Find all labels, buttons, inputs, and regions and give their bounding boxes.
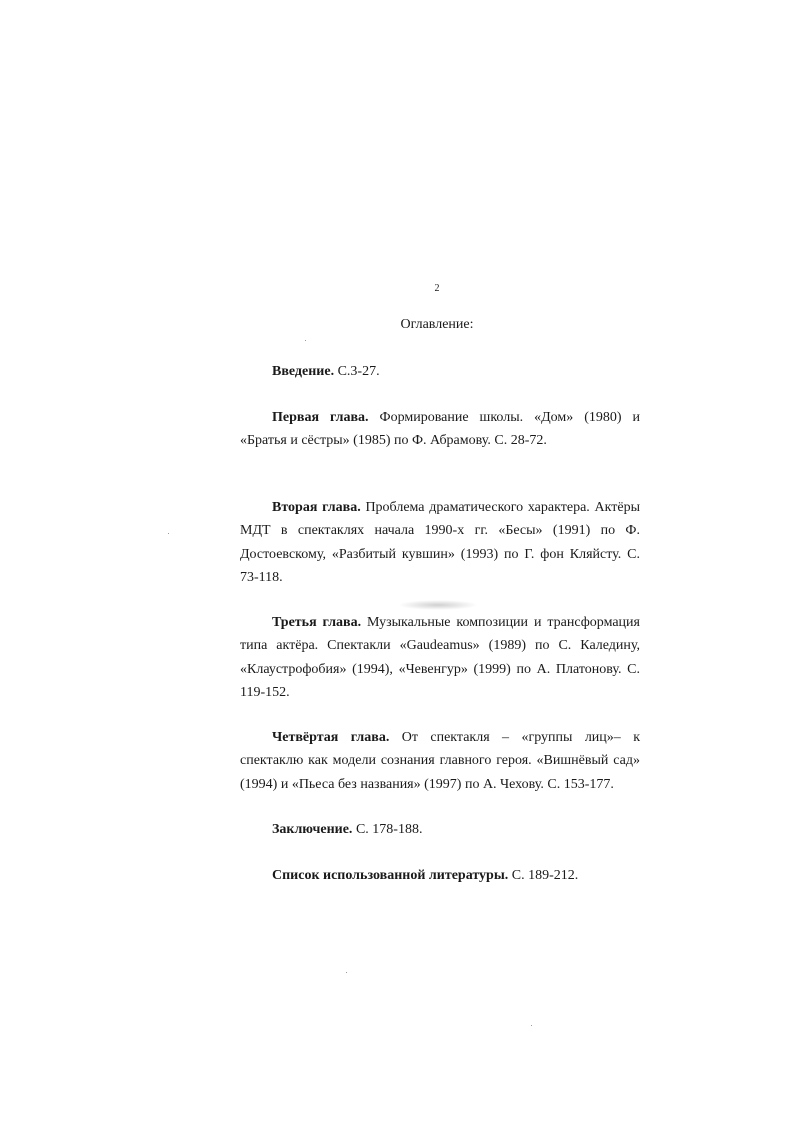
- scan-speck: [305, 340, 306, 341]
- toc-entry-text: Формирование школы. «Дом» (1980) и «Братья и сёстры» (1985) по Ф. Абрамову. С. 28-72.: [240, 410, 640, 449]
- toc-entry-label: Заключение.: [272, 822, 353, 837]
- toc-entry-text: Проблема драматического характера. Актёры МДТ в спектаклях начала 1990-х гг. «Бесы» (1991) по Ф. Достоевскому, «Разбитый кувшин» (1993) по Г. фон Кляйсту. С. 73-118.: [240, 500, 640, 586]
- toc-entry-chapter-1: [240, 406, 640, 453]
- scan-speck: [346, 972, 347, 973]
- toc-entry-chapter-4: [240, 726, 640, 796]
- toc-entry-text: С.3-27.: [334, 364, 380, 379]
- toc-entry-label: Вторая глава.: [272, 500, 361, 515]
- toc-entry-label: Четвёртая глава.: [272, 730, 390, 745]
- toc-entry-label: Первая глава.: [272, 410, 369, 425]
- toc-entry-introduction: [240, 360, 640, 383]
- scan-speck: [168, 533, 169, 534]
- toc-entry-bibliography: [240, 864, 640, 887]
- scan-smudge: [398, 600, 478, 610]
- toc-entry-text: С. 189-212.: [508, 868, 579, 883]
- toc-entry-text: С. 178-188.: [352, 822, 423, 837]
- toc-entry-chapter-2: [240, 496, 640, 590]
- toc-entry-label: Введение.: [272, 364, 335, 379]
- toc-entry-chapter-3: [240, 611, 640, 705]
- toc-entry-label: Список использованной литературы.: [272, 868, 509, 883]
- toc-entry-text: От спектакля – «группы лиц»– к спектаклю как модели сознания главного героя. «Вишнёвый сад» (1994) и «Пьеса без названия» (1997) по А. Чехову. С. 153-177.: [240, 730, 640, 792]
- toc-entry-text: Музыкальные композиции и трансформация типа актёра. Спектакли «Gaudeamus» (1989) по С. Каледину, «Клаустрофобия» (1994), «Чевенгур» (1999) по А. Платонову. С. 119-152.: [240, 615, 640, 701]
- scan-speck: [531, 1025, 532, 1026]
- toc-entry-label: Третья глава.: [272, 615, 362, 630]
- table-of-contents-title: Оглавление:: [400, 317, 474, 332]
- toc-entry-conclusion: [240, 818, 640, 841]
- page-number: 2: [434, 283, 440, 294]
